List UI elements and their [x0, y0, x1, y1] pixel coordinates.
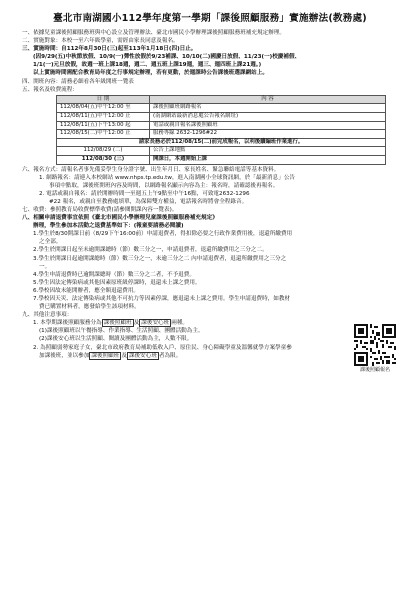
refund-rule-7-cont: 費已購置材料者，應發給學生該項材料。	[39, 304, 140, 311]
section-3-holidays: (因9/29(五)中秋節放假、10/9(一)彈性放假於9/23補課、10/10(二)國慶日放假、11/23(一)校慶補假、	[33, 54, 301, 61]
table-header-content: 內 容	[150, 95, 386, 104]
page-title: 臺北市南湖國小112學年度第一學期「課後照顧服務」實施辦法(教務處)	[53, 13, 367, 24]
note-2-cont: 加課後班，並以參加 課後照顧班 及 課後安心班 者為限。	[39, 352, 182, 359]
table-row: 112/08/11(五)中午12:00 止 (南湖網站最新消息處公告報名網址)	[57, 112, 386, 121]
section-8-title: 八、相關申請退費事宜依照《臺北市國民小學辦理兒童課後照顧服務補充規定》	[22, 215, 218, 222]
note-1-a: (1)課後照顧班以午餐指導、作業指導、生活照顧、團體活動為主。	[39, 328, 204, 335]
section-5: 五、報名及收費流程：	[22, 86, 78, 93]
care-class-label: 課後照顧班	[91, 352, 120, 359]
refund-rule-2: 2.學生於開課日起至未逾開課總時（節）數三分之一，申請退費者，退還所繳費用之三分之二。	[33, 247, 268, 254]
table-row: 112/08/15(二)中午12:00 止 服務專線 2632-1296#22	[57, 130, 386, 139]
section-3-note: 以上實施時間需配合教育局年度之行事規定辦理，若有更動，於週課時公告課後班選課網站上。	[33, 70, 268, 77]
note-1: 1. 本學期課後照顧服務分為 課後照顧班 及 課後安心班 兩種。	[33, 320, 189, 327]
refund-rule-1-cont: 之全部。	[39, 239, 62, 246]
table-row: 112/08/29 (二) 公告上課地點	[57, 147, 386, 156]
refund-rule-3-cont: 一。	[39, 263, 51, 270]
section-6-online: 1. 網路報名：請連入本校網站 www.nhps.tp.edu.tw，進入南湖國小全球資訊網，於「最新消息」公告	[39, 174, 296, 181]
safe-class-label: 課後安心班	[128, 352, 157, 359]
refund-rule-3: 3.學生於開課日起逾開課總時（節）數三分之一，未逾三分之二 內申請退費者，退還所繳費用之三分之	[33, 255, 287, 262]
table-note-row	[57, 138, 386, 147]
section-2: 二、實施對象：本校一至六年級學童，需經由家長同意及報名。	[22, 38, 179, 45]
note-2: 2. 為照顧弱勢家庭子女，臺北市政府教育局補助低收入戶、原住民、身心障礙學童及溫馨就學方案學童參	[33, 344, 292, 351]
section-6-online-detail: 事項中點取，課後班開班內容及時間，以網路報名顯示內容為主：報名時，請確認後再報名。	[49, 182, 279, 189]
section-8-subtitle: 辦理，學生參加本活動之退費基準如下：(報童要請務必閱讀)	[33, 223, 184, 230]
safe-class-label: 課後安心班	[141, 320, 170, 327]
table-row: 112/08/04(五)中午12:00 至 課後照顧班網路報名	[57, 104, 386, 113]
section-3-weeks: 1/1(一)元旦放假，故週一班上課18週，週二、週五班上課19週，週三、週四班上課21週。)	[33, 62, 262, 69]
refund-rule-7: 7.學校因天災、法定傳染病或其他不可抗力等因素停課，應退還未上課之費用。學生申請退費時，如教材	[33, 296, 291, 302]
section-3-time: 三、實施時間：自112年8月30日(三)起至113年1月18日(四)日止。	[22, 46, 197, 53]
section-4: 四、開班內容：請務必細看各年級開班一覽表	[22, 78, 134, 85]
schedule-table	[56, 95, 386, 165]
refund-rule-6: 6.學校因故未能開辦者，應全額退還費用。	[33, 287, 140, 294]
table-note: 請家長務必於112/08/15(二)前完成報名，以利後續編班作業進行。	[57, 138, 386, 147]
refund-rule-5: 5.學生因法定傳染病或其他因素原班級停課時，退還未上課之費用。	[33, 279, 201, 286]
qr-code-icon[interactable]	[354, 324, 396, 366]
section-6-phone: 2. 電話或親自報名：請於開辦時間一至週五上午9點至中午16點，可致電2632-1296	[39, 190, 250, 197]
refund-rule-4: 4.學生申請退費時已逾開課總時（節）數三分之二者，不予退費。	[33, 271, 195, 278]
table-header-date: 日 期	[57, 95, 150, 104]
section-7: 七、收費：參照教育局收費標準收費(請參閱開課內容一覽表)。	[22, 206, 178, 213]
table-row: 112/08/11(五)下午13:00 起 電話或親自報名課後照顧班	[57, 121, 386, 130]
section-1: 一、依據兒童課後照顧服務班與中心設立及管理辦法、臺北市國民小學辦理課後照顧服務班補充規定辦理。	[22, 30, 285, 36]
refund-rule-1: 1.學生於8/30開課日前（8/29下午16:00前）申請退費者，得扣除必要之行政作業費用後，退還所繳費用	[33, 231, 293, 238]
section-6-intro: 六、報名方式：請報名者事先備妥學生身分證字號、出生年月日、家長姓名、緊急聯絡電話等基本資料。	[22, 166, 280, 173]
note-1-b: (2)課後安心班以生活照顧、閱讀及團體活動為主，人數不限。	[39, 336, 193, 343]
care-class-label: 課後照顧班	[103, 320, 132, 327]
section-6-phone-detail: #22 報名，或親自至教務處填單，為保障雙方權益，電話報名時將會全程錄音。	[49, 198, 248, 205]
section-9-title: 九、其他注意事項：	[22, 312, 73, 319]
qr-code-label: 課後照顧報名	[359, 367, 390, 373]
table-row: 112/08/30 (三) 開課日，本週開始上課	[57, 155, 386, 164]
